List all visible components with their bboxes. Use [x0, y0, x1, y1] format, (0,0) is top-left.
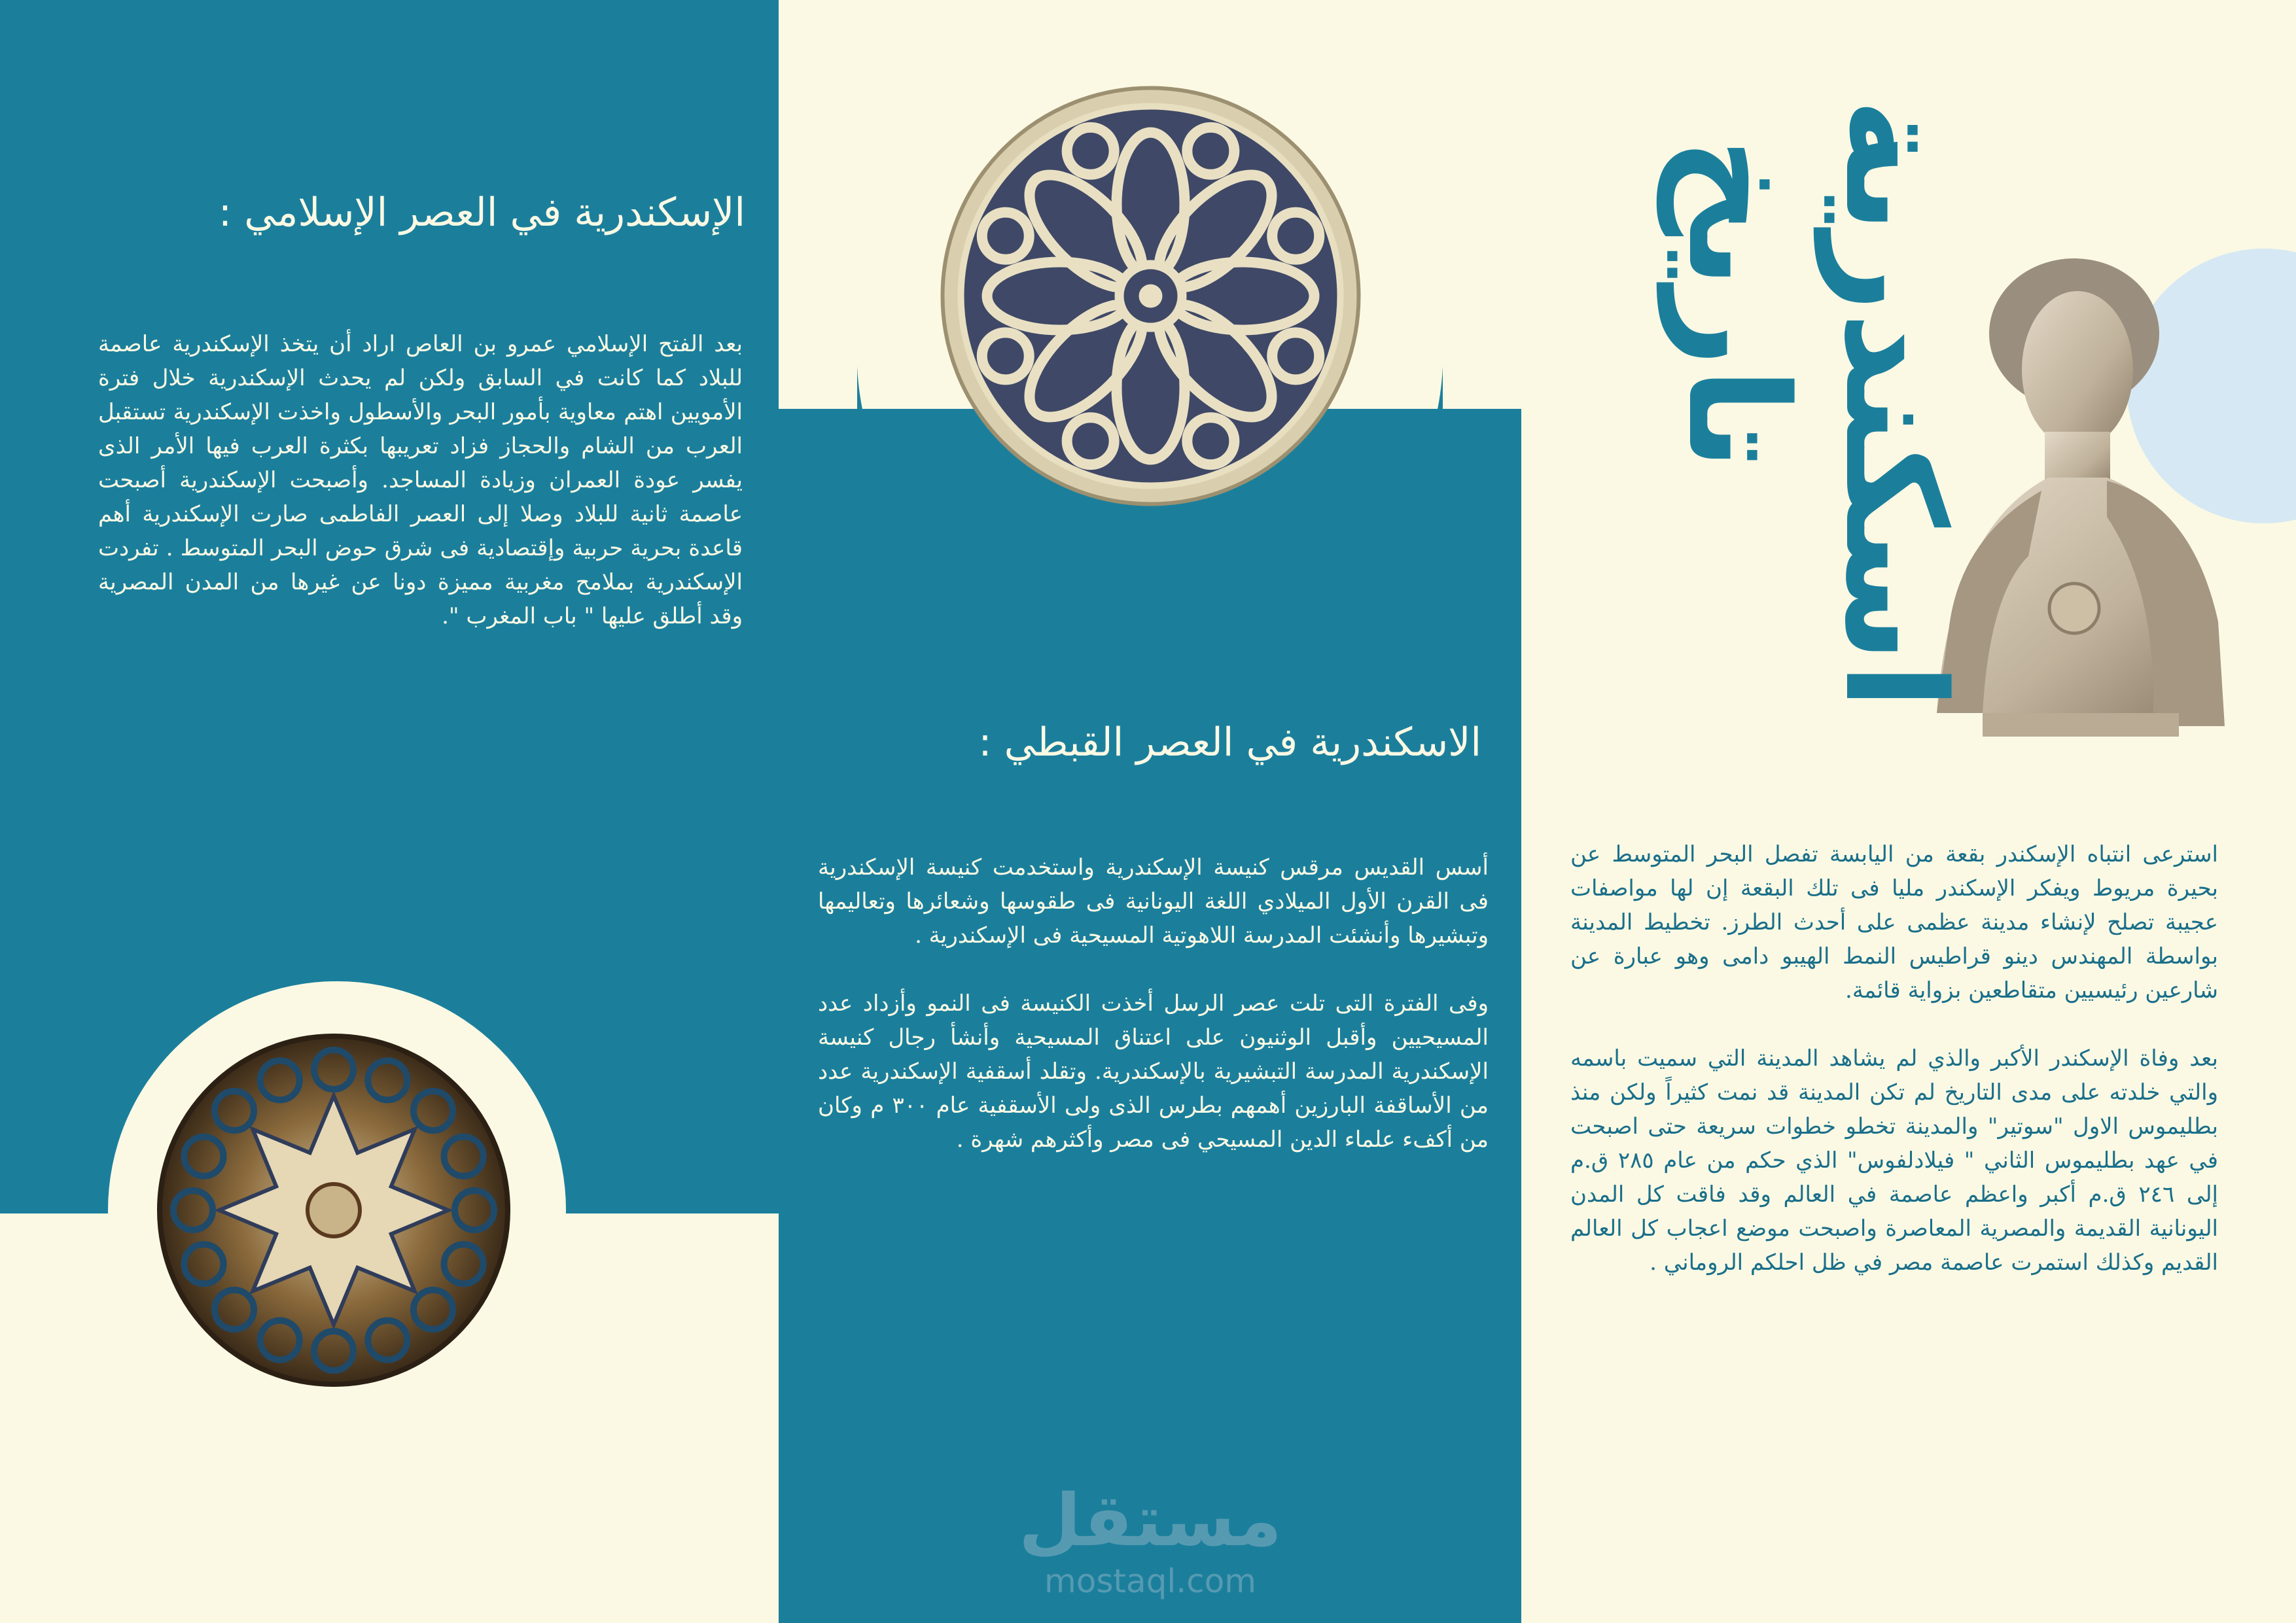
- islamic-era-heading: الإسكندرية في العصر الإسلامي :: [218, 190, 745, 236]
- founding-body: [1570, 837, 2218, 1314]
- mostaql-watermark: [1006, 1478, 1294, 1603]
- coptic-era-body: [818, 850, 1489, 1191]
- mostaql-logo: مستقل: [1018, 1478, 1282, 1562]
- coptic-era-heading: الاسكندرية في العصر القبطي :: [978, 720, 1481, 765]
- rose-window-svg: [940, 85, 1362, 507]
- islamic-era-paragraph: بعد الفتح الإسلامي عمرو بن العاص اراد أن يتخذ الإسكندرية عاصمة للبلاد كما كانت في السابق ولكن لم يحدث الإسكندرية خلال فترة الأمويين اهتم معاوية بأمور البحر والأسطول واخذت الإسكندرية تستقبل العرب من الشام والحجاز فزاد تعريبها بكثرة العرب فيها الأمر الذى يفسر عودة العمران وزيادة المساجد. وأصبحت الإسكندرية أصبحت عاصمة ثانية للبلاد وصلا إلى العصر الفاطمى صارت الإسكندرية أهم قاعدة بحرية حربية وإقتصادية فى شرق حوض البحر المتوسط . تفردت الإسكندرية بملامح مغربية مميزة دونا عن غيرها من المدن المصرية وقد أطلق عليها " باب المغرب ".: [98, 331, 743, 629]
- dome-svg: [157, 1034, 510, 1387]
- dome-ceiling-image: [157, 1034, 510, 1387]
- title-history: تاريخ: [1657, 137, 1818, 470]
- founding-paragraph-2: بعد وفاة الإسكندر الأكبر والذي لم يشاهد المدينة التي سميت باسمه والتي خلدته على مدى التاريخ لم تكن المدينة قد نمت كثيراً ولكن منذ بطليموس الاول "سوتير" والمدينة تخطو خطوات سريعة حتى اصبحت في عهد بطليموس الثاني " فيلادلفوس" الذي حكم من عام ٢٨٥ ق.م إلى ٢٤٦ ق.م أكبر واعظم عاصمة في العالم وقد فاقت كل المدن اليونانية القديمة والمصرية المعاصرة واصبحت موضع اعجاب كل العالم القديم وكذلك استمرت عاصمة مصر في ظل احلكم الروماني .: [1570, 1045, 2218, 1276]
- rose-window-image: [940, 85, 1362, 507]
- founding-paragraph-1: استرعى انتباه الإسكندر بقعة من اليابسة تفصل البحر المتوسط عن بحيرة مريوط ويفكر الإسكندر مليا فى تلك البقعة إن لها مواصفات عجيبة تصلح لإنشاء مدينة عظمى على أحدث الطرز. تخطيط المدينة بواسطة المهندس دينو قراطيس النمط الهيبو دامى وهو عبارة عن شارعين رئيسيين متقاطعين بزواية قائمة.: [1570, 841, 2218, 1003]
- title-block: [1505, 98, 1975, 831]
- mostaql-url: mostaql.com: [1044, 1562, 1256, 1600]
- islamic-era-body: [98, 327, 743, 667]
- coptic-era-paragraph-2: وفى الفترة التى تلت عصر الرسل أخذت الكنيسة فى النمو وأزداد عدد المسيحيين وأقبل الوثنيون على اعتناق المسيحية وأنشأ رجال كنيسة الإسكندرية المدرسة التبشيرية بالإسكندرية. وتقلد أسقفية الإسكندرية عدد من الأساقفة البارزين أهمهم بطرس الذى ولى الأسقفية عام ٣٠٠ م وكان من أكفء علماء الدين المسيحي فى مصر وأكثرهم شهرة .: [818, 990, 1489, 1153]
- title-alexandria: اسكندرية: [1814, 98, 1975, 710]
- coptic-era-paragraph-1: أسس القديس مرقس كنيسة الإسكندرية واستخدمت كنيسة الإسكندرية فى القرن الأول الميلادي اللغة اليونانية فى طقوسها وشعائرها وتعاليمها وتبشيرها وأنشئت المدرسة اللاهوتية المسيحية فى الإسكندرية .: [818, 854, 1489, 949]
